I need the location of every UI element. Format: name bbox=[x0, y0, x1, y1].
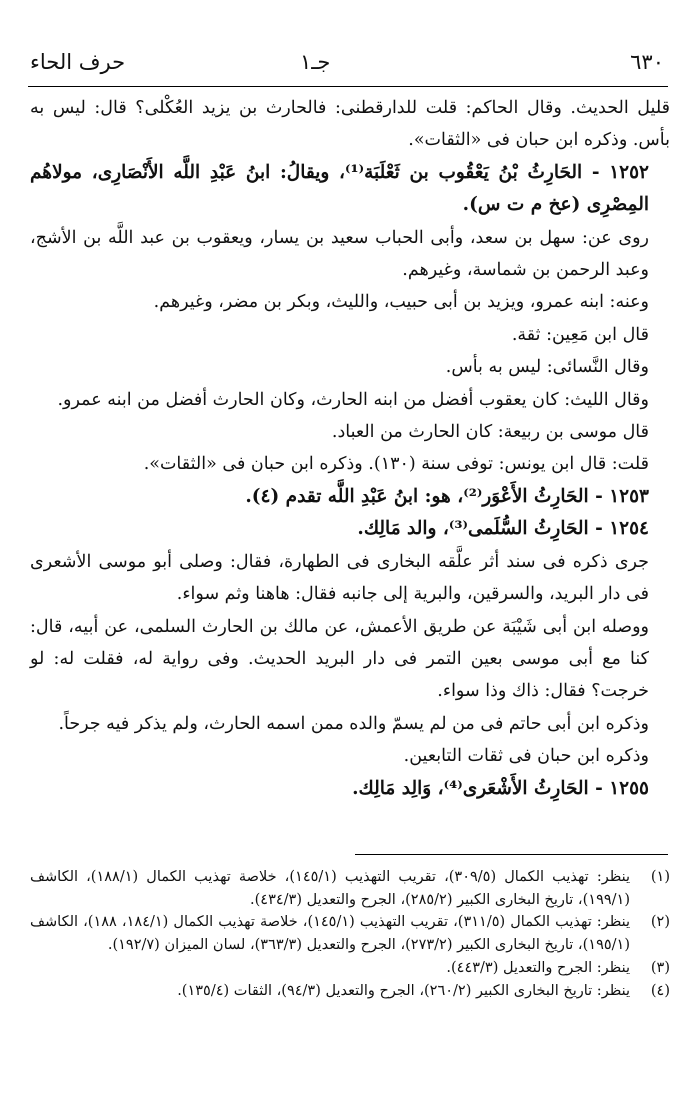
footnote bbox=[30, 980, 670, 1003]
paragraph: قال ابن مَعِين: ثقة. bbox=[511, 324, 649, 345]
main-text bbox=[30, 92, 670, 805]
footnotes bbox=[30, 866, 670, 1002]
entry-heading: ١٢٥٣ - الحَارِثُ الأَعْوَر⁽²⁾، هو: ابنُ عَبْدِ اللَّه تقدم (٤). bbox=[245, 485, 649, 507]
paragraph: ووصله ابن أبى شَيْبَة عن طريق الأعمش، عن مالك بن الحارث السلمى، عن أبيه، قال: كنا مع أبى موسى بعين التمر فى دار البريد الحديث. وفى رواية له، فقلت له: لو خرجت؟ فقال: ذاك وذا سواء. bbox=[30, 616, 649, 702]
header-rule bbox=[28, 86, 668, 87]
footnote-text: ينظر: تهذيب الكمال (٣٠٩/٥)، تقريب التهذيب (١٤٥/١)، خلاصة تهذيب الكمال (١٨٨/١)، الكاشف (١٩٩/١)، تاريخ البخارى الكبير (٢٨٥/٢)، الجرح والتعديل (٤٣٤/٣). bbox=[30, 869, 631, 908]
paragraph: وقال الليث: كان يعقوب أفضل من ابنه الحارث، وكان الحارث أفضل من ابنه عمرو. bbox=[57, 389, 649, 410]
footnote-rule bbox=[355, 854, 668, 855]
paragraph: وعنه: ابنه عمرو، ويزيد بن أبى حبيب، والليث، وبكر بن مضر، وغيرهم. bbox=[153, 292, 649, 313]
paragraph: قلت: قال ابن يونس: توفى سنة (١٣٠). وذكره ابن حبان فى «الثقات». bbox=[143, 454, 649, 475]
paragraph: قليل الحديث. وقال الحاكم: قلت للدارقطنى: فالحارث بن يزيد العُكْلى؟ قال: ليس به بأس. وذكره ابن حبان فى «الثقات». bbox=[30, 98, 670, 151]
paragraph: جرى ذكره فى سند أثر علَّقه البخارى فى الطهارة، فقال: وصلى أبو موسى الأشعرى فى دار البريد، والسرقين، والبرية إلى جانبه فقال: هاهنا وثم سواء. bbox=[30, 551, 649, 605]
footnote bbox=[30, 911, 670, 956]
paragraph: وذكره ابن أبى حاتم فى من لم يسمّ والده ممن اسمه الحارث، ولم يذكر فيه جرحاً. bbox=[58, 713, 649, 734]
paragraph: قال موسى بن ربيعة: كان الحارث من العباد. bbox=[331, 422, 649, 443]
footnote bbox=[30, 957, 670, 980]
footnote bbox=[30, 866, 670, 911]
footnote-text: ينظر: تاريخ البخارى الكبير (٢٦٠/٢)، الجرح والتعديل (٩٤/٣)، الثقات (١٣٥/٤). bbox=[177, 982, 630, 999]
footnote-number: (٤) bbox=[650, 982, 670, 999]
entry-heading: ١٢٥٤ - الحَارِثُ السُّلَمى⁽³⁾، والد مَالِك. bbox=[357, 518, 649, 540]
entry-heading: ١٢٥٥ - الحَارِثُ الأَشْعَرى⁽⁴⁾، وَالِد مَالِك. bbox=[352, 777, 649, 799]
footnote-number: (١) bbox=[650, 869, 670, 885]
footnote-text: ينظر: تهذيب الكمال (٣١١/٥)، تقريب التهذيب (١٤٥/١)، خلاصة تهذيب الكمال (١٨٤/١، ١٨٨)، الكاشف (١٩٥/١)، تاريخ البخارى الكبير (٢٧٣/٢)، الجرح والتعديل (٣٦٣/٣)، لسان الميزان (١٩٢/٧). bbox=[30, 914, 631, 954]
paragraph: روى عن: سهل بن سعد، وأبى الحباب سعيد بن يسار، ويعقوب بن عبد اللَّه بن الأشج، وعبد الرحمن بن شماسة، وغيرهم. bbox=[30, 227, 649, 281]
paragraph: وذكره ابن حبان فى ثقات التابعين. bbox=[403, 746, 649, 767]
footnote-text: ينظر: الجرح والتعديل (٤٤٣/٣). bbox=[446, 959, 630, 976]
running-header bbox=[0, 40, 694, 80]
entry-heading: ١٢٥٢ - الحَارِثُ بْنُ يَعْقُوب بن ثَعْلَبَة⁽¹⁾، ويقالُ: ابنُ عَبْدِ اللَّه الأَنْصَارِى، مولاهُم المِصْرِى (عخ م ت س). bbox=[30, 161, 649, 216]
paragraph: وقال النَّسائى: ليس به بأس. bbox=[445, 357, 649, 378]
footnote-number: (٢) bbox=[650, 914, 670, 931]
footnote-number: (٣) bbox=[650, 959, 670, 976]
volume-number: جـ١ bbox=[300, 50, 331, 74]
chapter-title: حرف الحاء bbox=[30, 50, 126, 74]
page-number: ٦٣٠ bbox=[630, 50, 664, 74]
